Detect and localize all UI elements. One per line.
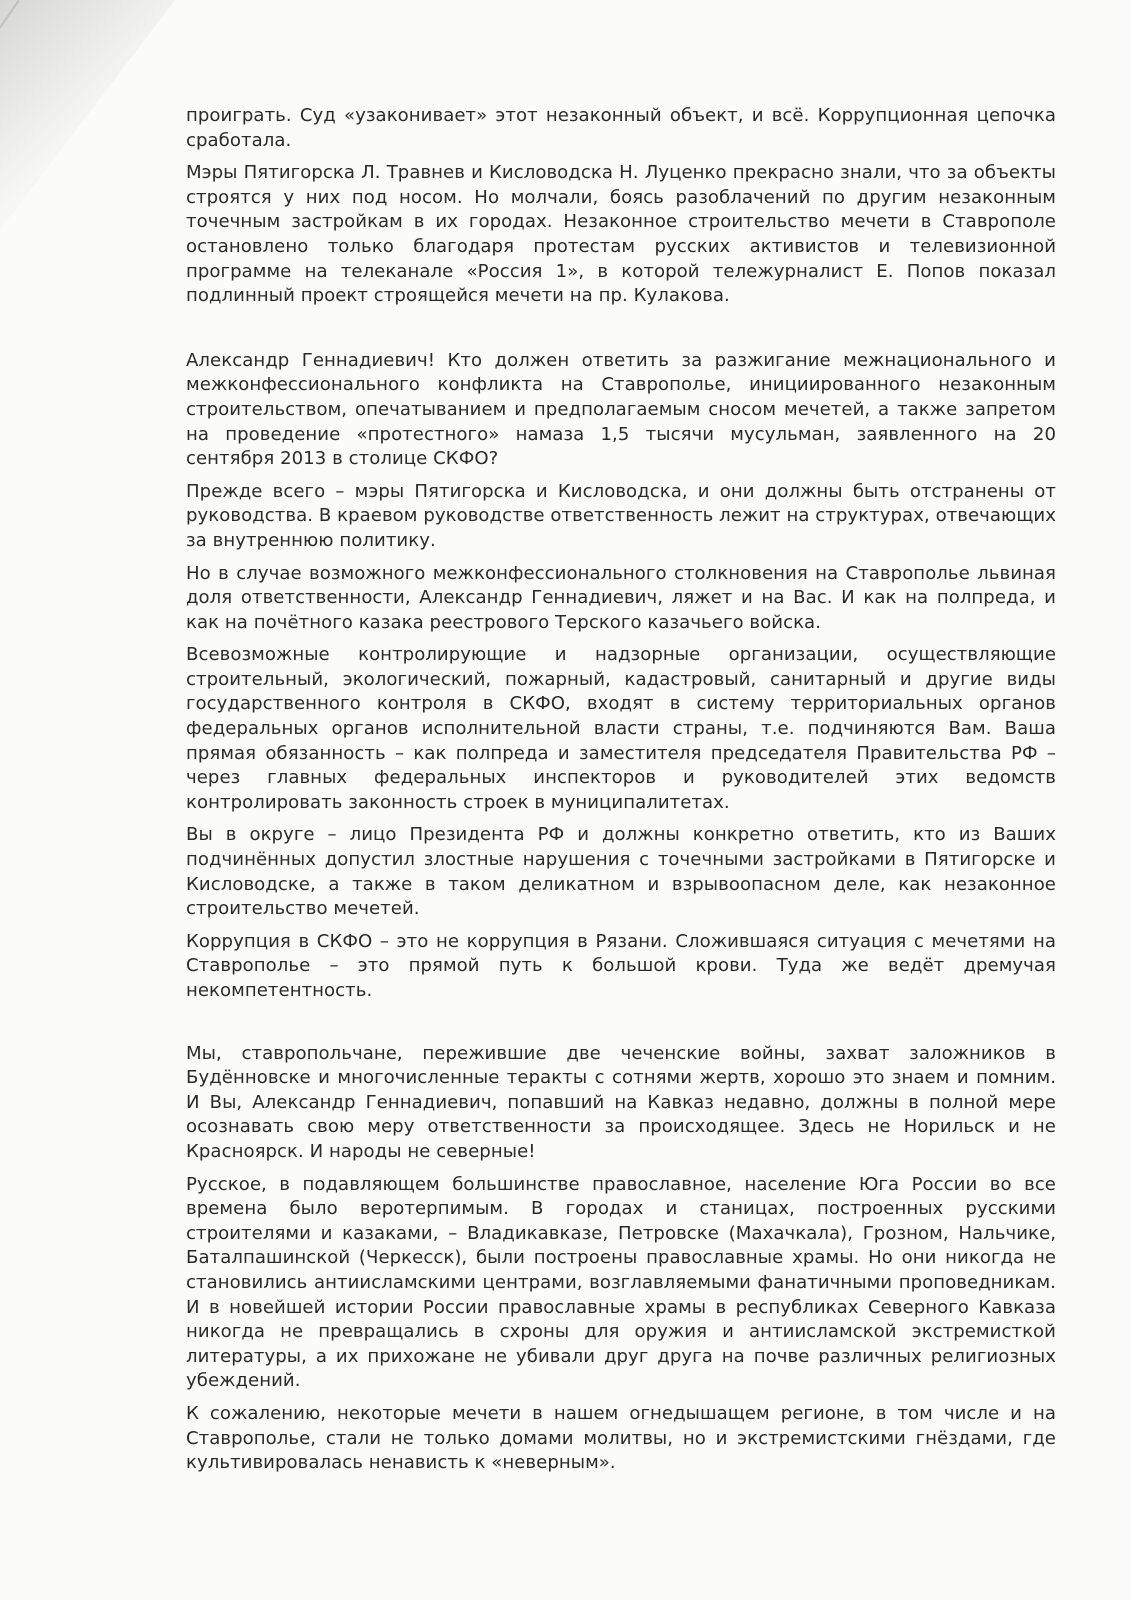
paragraph: К сожалению, некоторые мечети в нашем огнедышащем регионе, в том числе и на Ставрополье, стали не только домами молитвы, но и экстремистскими гнёздами, где культивировалась ненависть к «неверным». <box>186 1402 1056 1474</box>
paragraph: Русское, в подавляющем большинстве православное, население Юга России во все времена было веротерпимым. В городах и станицах, построенных русскими строителями и казаками, – Владикавказе, Петровске (Махачкала), Грозном, Нальчике, Баталпашинской (Черкесск), были построены православные храмы. Но они никогда не становились антиисламскими центрами, возглавляемыми фанатичными проповедникам. И в новейшей истории России православные храмы в республиках Северного Кавказа никогда не превращались в схроны для оружия и антиисламской экстремисткой литературы, а их прихожане не убивали друг друга на почве различных религиозных убеждений. <box>186 1173 1056 1392</box>
folded-corner <box>0 0 175 230</box>
document-body <box>186 104 1056 1484</box>
paragraph: Вы в округе – лицо Президента РФ и должны конкретно ответить, кто из Ваших подчинённых допустил злостные нарушения с точечными застройками в Пятигорске и Кисловодске, а также в таком деликатном и взрывоопасном деле, как незаконное строительство мечетей. <box>186 824 1056 920</box>
paragraph: Мы, ставропольчане, пережившие две чеченские войны, захват заложников в Будённовске и многочисленные теракты с сотнями жертв, хорошо это знаем и помним. И Вы, Александр Геннадиевич, попавший на Кавказ недавно, должны в полной мере осознавать свою меру ответственности за происходящее. Здесь не Норильск и не Красноярск. И народы не северные! <box>186 1042 1056 1162</box>
paragraph: Александр Геннадиевич! Кто должен ответить за разжигание межнационального и межконфессионального конфликта на Ставрополье, инициированного незаконным строительством, опечатыванием и предполагаемым сносом мечетей, а также запретом на проведение «протестного» намаза 1,5 тысячи мусульман, заявленного на 20 сентября 2013 в столице СКФО? <box>186 349 1056 470</box>
paragraph: Всевозможные контролирующие и надзорные организации, осуществляющие строительный, экологический, пожарный, кадастровый, санитарный и другие виды государственного контроля в СКФО, входят в систему территориальных органов федеральных органов исполнительной власти страны, т.е. подчиняются Вам. Ваша прямая обязанность – как полпреда и заместителя председателя Правительства РФ – через главных федеральных инспекторов и руководителей этих ведомств контролировать законность строек в муниципалитетах. <box>186 644 1056 813</box>
paragraph: Прежде всего – мэры Пятигорска и Кисловодска, и они должны быть отстранены от руководства. В краевом руководстве ответственность лежит на структурах, отвечающих за внутреннюю политику. <box>186 480 1056 551</box>
paragraph: проиграть. Суд «узаконивает» этот незаконный объект, и всё. Коррупционная цепочка сработала. <box>186 105 1056 151</box>
paragraph: Коррупция в СКФО – это не коррупция в Рязани. Сложившаяся ситуация с мечетями на Ставрополье – это прямой путь к большой крови. Туда же ведёт дремучая некомпетентность. <box>186 930 1056 1001</box>
paragraph: Мэры Пятигорска Л. Травнев и Кисловодска Н. Луценко прекрасно знали, что за объекты строятся у них под носом. Но молчали, боясь разоблачений по другим незаконным точечным застройкам в их городах. Незаконное строительство мечети в Ставрополе остановлено только благодаря протестам русских активистов и телевизионной программе на телеканале «Россия 1», в которой тележурналист Е. Попов показал подлинный проект строящейся мечети на пр. Кулакова. <box>186 162 1056 307</box>
paragraph: Но в случае возможного межконфессионального столкновения на Ставрополье львиная доля ответственности, Александр Геннадиевич, ляжет и на Вас. И как на полпреда, и как на почётного казака реестрового Терского казачьего войска. <box>186 562 1056 633</box>
